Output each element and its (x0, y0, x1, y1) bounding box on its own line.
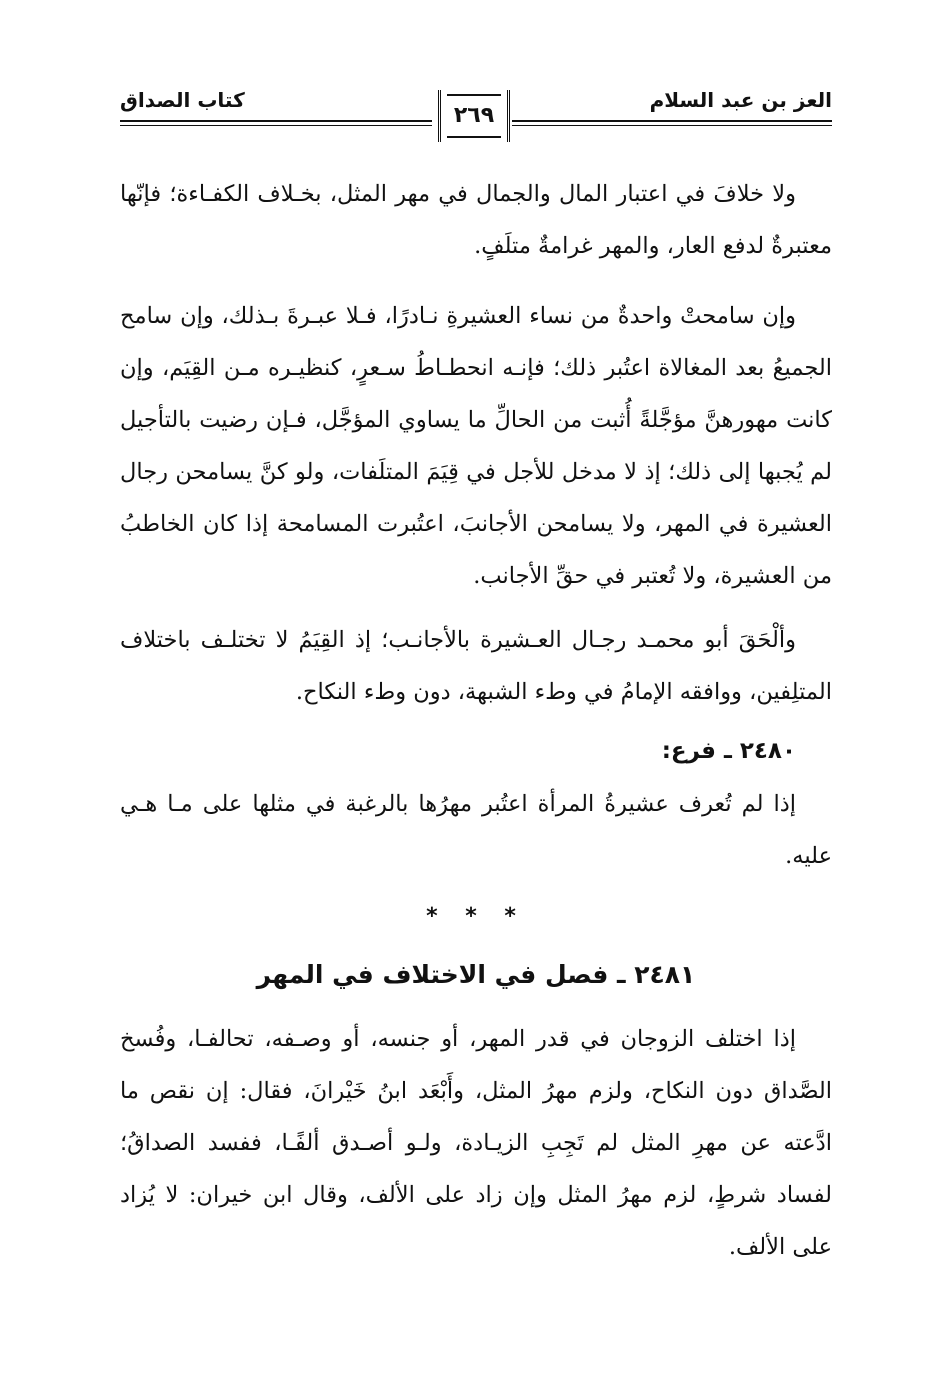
header-rule-left (120, 120, 432, 122)
branch-heading: ٢٤٨٠ ـ فرع: (661, 738, 796, 764)
header-book-section: كتاب الصداق (120, 88, 245, 112)
section-text: إذا اختلف الزوجان في قدر المهر، أو جنسه، أو وصـفه، تحالفـا، وفُسخ الصَّداق دون النكاح، ولزم مهرُ المثل، وأَبْعَد ابنُ خَيْرانَ، فقال: إن نقص ما ادَّعته عن مهرِ المثل لم تَجِبِ الزيـادة، ولـو أصـدق ألفًـا، ففسد الصداقُ؛ لفساد شرطٍ، لزم مهرُ المثل وإن زاد على الألف، وقال ابن خيران: لا يُزاد على الألف. (120, 1026, 832, 1260)
page-number-frame (438, 90, 510, 142)
section-separator: * * * (426, 904, 526, 929)
page-header (120, 84, 832, 156)
page-number: ٢٦٩ (453, 103, 495, 128)
branch-text: إذا لم تُعرف عشيرةُ المرأة اعتُبر مهرُها بالرغبة في مثلها على مـا هـي عليه. (120, 791, 832, 869)
header-rule-right (512, 120, 832, 122)
paragraph-1: ولا خلافَ في اعتبار المال والجمال في مهر المثل، بخـلاف الكفـاءة؛ فإنّها معتبرةٌ لدفع العار، والمهر غرامةٌ متلَفٍ. (120, 181, 832, 259)
paragraph-2: وإن سامحتْ واحدةٌ من نساء العشيرةِ نـادرًا، فـلا عبـرةَ بـذلك، وإن سامح الجميعُ بعد المغالاة اعتُبر ذلك؛ فإنـه انحطـاطُ سـعرٍ، كنظيـره مـن القِيَم، وإن كانت مهورهنَّ مؤجَّلةً أُثبت من الحالِّ ما يساوي المؤجَّل، فـإن رضيت بالتأجيل لم يُجبها إلى ذلك؛ إذ لا مدخل للأجل في قِيَمَ المتلَفات، ولو كنَّ يسامحن رجال العشيرة في المهر، ولا يسامحن الأجانبَ، اعتُبرت المسامحة إذا كان الخاطبُ من العشيرة، ولا تُعتبر في حقِّ الأجانب. (120, 303, 832, 589)
header-author: العز بن عبد السلام (649, 88, 832, 112)
page-body (120, 168, 832, 1273)
section-title: ٢٤٨١ ـ فصل في الاختلاف في المهر (256, 960, 696, 989)
header-rule-left-thin (120, 125, 432, 126)
paragraph-3: وألْحَقَ أبو محمـد رجـال العـشيرة بالأجانـب؛ إذ القِيَمُ لا تختلـف باختلاف المتلِفين، ووافقه الإمامُ في وطء الشبهة، دون وطء النكاح. (120, 627, 832, 705)
header-rule-right-thin (512, 125, 832, 126)
